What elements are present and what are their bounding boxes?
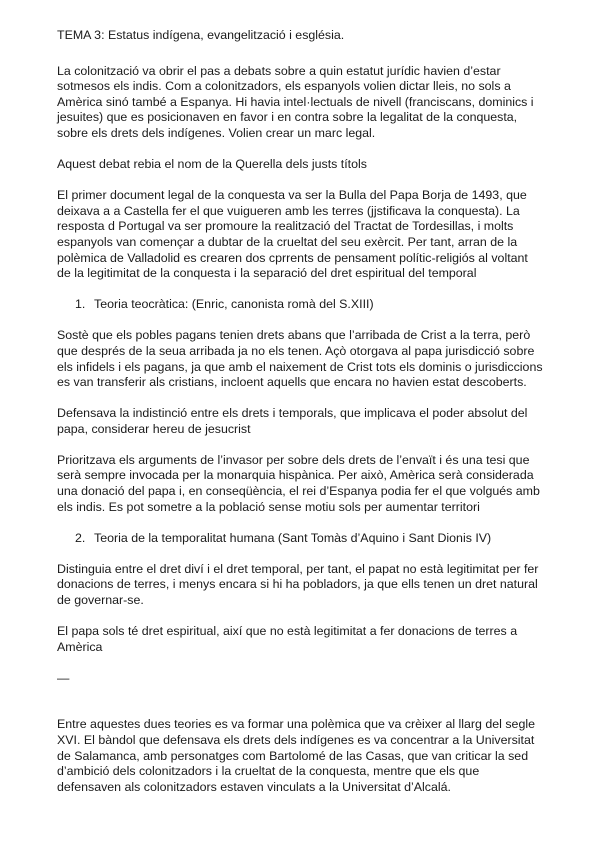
list-item-text: Teoria teocràtica: (Enric, canonista romà del S.XIII)	[94, 297, 374, 312]
list-item-text: Teoria de la temporalitat humana (Sant Tomàs d’Aquino i Sant Dionis IV)	[94, 530, 492, 545]
list-item-theory-2	[57, 531, 544, 547]
document-title: TEMA 3: Estatus indígena, evangelització i església.	[57, 28, 345, 42]
list-number: 1.	[75, 297, 86, 312]
list-number: 2.	[75, 530, 86, 545]
theory-1-paragraph-3: Prioritzava els arguments de l’invasor per sobre dels drets de l’envaït i és una tesi que serà sempre invocada per la monarquia hispànica. Per això, Amèrica serà considerada una donació del papa i, en conseqüència, el rei d’Espanya podia fer el que volgués amb els indis. Es pot sometre a la població sense motiu sols per aumentar territori	[57, 452, 540, 514]
theory-2-paragraph-2: El papa sols té dret espiritual, així que no està legitimitat a fer donacions de terres a Amèrica	[57, 624, 518, 654]
theory-2-paragraph-1: Distinguia entre el dret diví i el dret temporal, per tant, el papat no està legitimitat per fer donacions de terres, i menys encara si hi ha pobladors, ja que ells tenen un dret natural de governar-se.	[57, 561, 539, 608]
closing-paragraph: Entre aquestes dues teories es va formar una polèmica que va crèixer al llarg del segle XVI. El bàndol que defensava els drets dels indígenes es va concentrar a la Universitat de Salamanca, amb personatges com Bartolomé de las Casas, que van criticar la sed d’ambició dels colonitzadors i la crueltat de la conquesta, mentre que els que defensaven als colonitzadors estaven vinculats a la Universitat d’Alcalá.	[57, 717, 535, 794]
intro-paragraph-2: Aquest debat rebia el nom de la Querella dels justs títols	[57, 157, 367, 172]
intro-paragraph-3: El primer document legal de la conquesta va ser la Bulla del Papa Borja de 1493, que deixava a a Castella fer el que vuigueren amb les terres (jjstificava la conquesta). La resposta d Portugal va ser promoure la realització del Tractat de Tordesillas, i molts espanyols van començar a dubtar de la crueltat del seu exèrcit. Per tant, arran de la polèmica de Valladolid es crearen dos cprrents de pensament polític-religiós al voltant de la legitimitat de la conquesta i la separació del dret espiritual del temporal	[57, 188, 528, 281]
separator-dash: —	[57, 670, 70, 685]
theory-1-paragraph-1: Sostè que els pobles pagans tenien drets abans que l’arribada de Crist a la terra, però que després de la seua arribada ja no els tenen. Açò otorgava al papa jurisdicció sobre els infidels i els pagans, ja que amb el naixement de Crist tots els dominis o jurisdiccions es van transferir als cristians, incloent aquells que encara no havien estat descoberts.	[57, 328, 543, 390]
list-item-theory-1	[57, 297, 544, 313]
theory-1-paragraph-2: Defensava la indistinció entre els drets i temporals, que implicava el poder absolut del papa, considerar hereu de jesucrist	[57, 406, 528, 436]
intro-paragraph-1: La colonització va obrir el pas a debats sobre a quin estatut jurídic havien d’estar sotmesos els indis. Com a colonitzadors, els espanyols volien dictar lleis, no sols a Amèrica sinó també a Espanya. Hi havia intel·lectuals de nivell (franciscans, dominics i jesuites) que es posicionaven en favor i en contra sobre la legalitat de la conquesta, sobre els drets dels indígenes. Volien crear un marc legal.	[57, 63, 534, 140]
